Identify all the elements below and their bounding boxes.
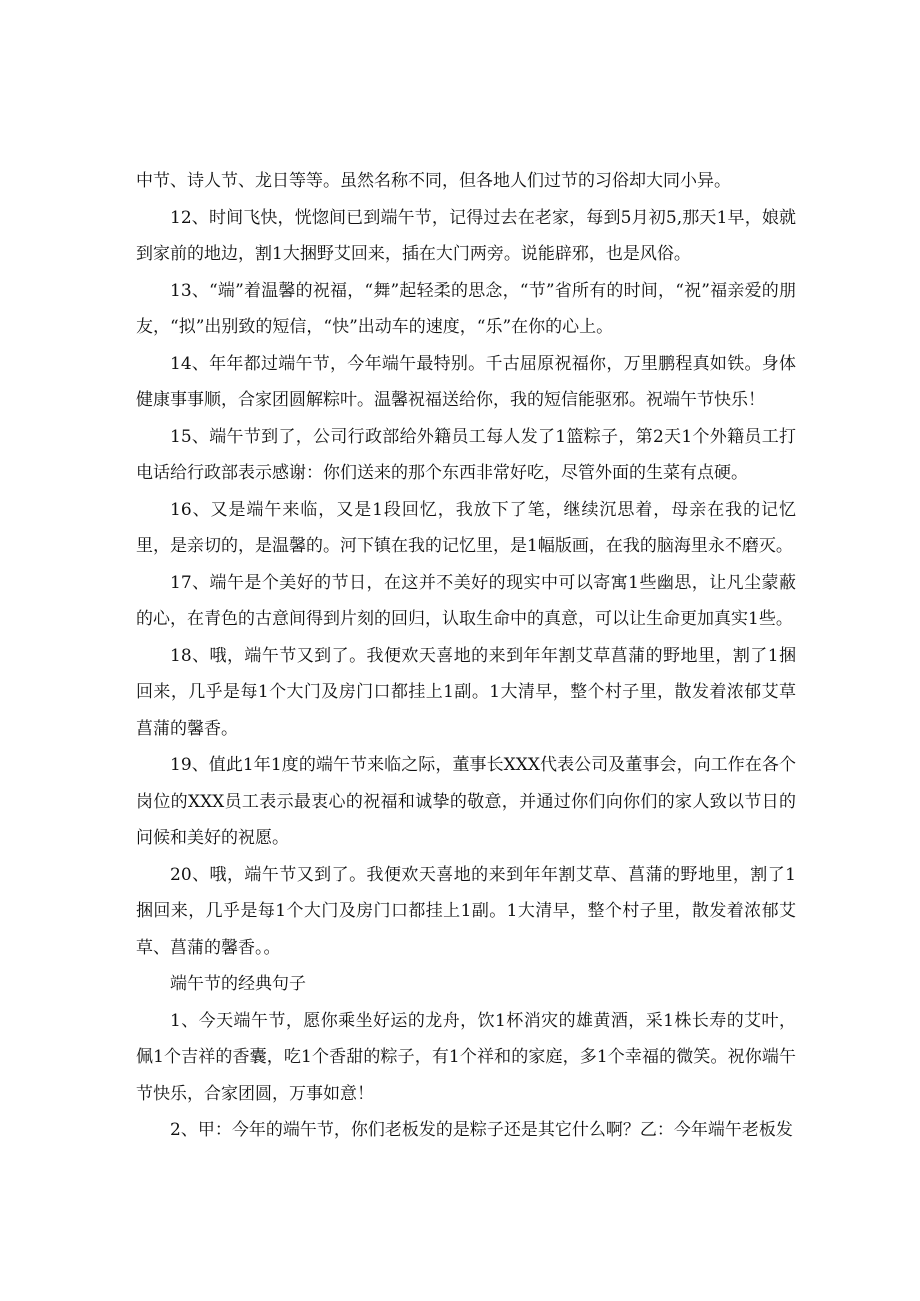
paragraph-16: 16、又是端午来临，又是1段回忆，我放下了笔，继续沉思着，母亲在我的记忆里，是亲切的，是温馨的。河下镇在我的记忆里，是1幅版画，在我的脑海里永不磨灭。 [136,499,796,556]
document-body [136,163,796,1149]
paragraph-18: 18、哦，端午节又到了。我便欢天喜地的来到年年割艾草菖蒲的野地里，割了1捆回来，几乎是每1个大门及房门口都挂上1副。1大清早，整个村子里，散发着浓郁艾草菖蒲的馨香。 [136,645,796,739]
paragraph-15: 15、端午节到了，公司行政部给外籍员工每人发了1篮粽子，第2天1个外籍员工打电话给行政部表示感谢：你们送来的那个东西非常好吃，尽管外面的生菜有点硬。 [136,426,796,483]
paragraph-12: 12、时间飞快，恍惚间已到端午节，记得过去在老家，每到5月初5,那天1早，娘就到家前的地边，割1大捆野艾回来，插在大门两旁。说能辟邪，也是风俗。 [136,207,796,264]
paragraph-14: 14、年年都过端午节，今年端午最特别。千古屈原祝福你，万里鹏程真如铁。身体健康事事顺，合家团圆解粽叶。温馨祝福送给你，我的短信能驱邪。祝端午节快乐！ [136,353,796,410]
paragraph-20: 20、哦，端午节又到了。我便欢天喜地的来到年年割艾草、菖蒲的野地里，割了1捆回来，几乎是每1个大门及房门口都挂上1副。1大清早，整个村子里，散发着浓郁艾草、菖蒲的馨香。。 [136,864,796,958]
paragraph-19: 19、值此1年1度的端午节来临之际，董事长XXX代表公司及董事会，向工作在各个岗位的XXX员工表示最衷心的祝福和诚挚的敬意，并通过你们向你们的家人致以节日的问候和美好的祝愿。 [136,755,796,848]
classic-quote-1: 1、今天端午节，愿你乘坐好运的龙舟，饮1杯消灾的雄黄酒，采1株长寿的艾叶，佩1个吉祥的香囊，吃1个香甜的粽子，有1个祥和的家庭，多1个幸福的微笑。祝你端午节快乐，合家团圆，万事如意！ [136,1010,796,1104]
classic-quote-2: 2、甲：今年的端午节，你们老板发的是粽子还是其它什么啊？乙：今年端午老板发 [170,1120,793,1140]
paragraph-13: 13、“端”着温馨的祝福，“舞”起轻柔的思念，“节”省所有的时间，“祝”福亲爱的朋友，“拟”出别致的短信，“快”出动车的速度，“乐”在你的心上。 [136,280,796,337]
section-heading: 端午节的经典句子 [170,974,306,994]
paragraph-17: 17、端午是个美好的节日，在这并不美好的现实中可以寄寓1些幽思，让凡尘蒙蔽的心，在青色的古意间得到片刻的回归，认取生命中的真意，可以让生命更加真实1些。 [136,572,796,629]
paragraph-continuation: 中节、诗人节、龙日等等。虽然名称不同，但各地人们过节的习俗却大同小异。 [136,171,731,191]
